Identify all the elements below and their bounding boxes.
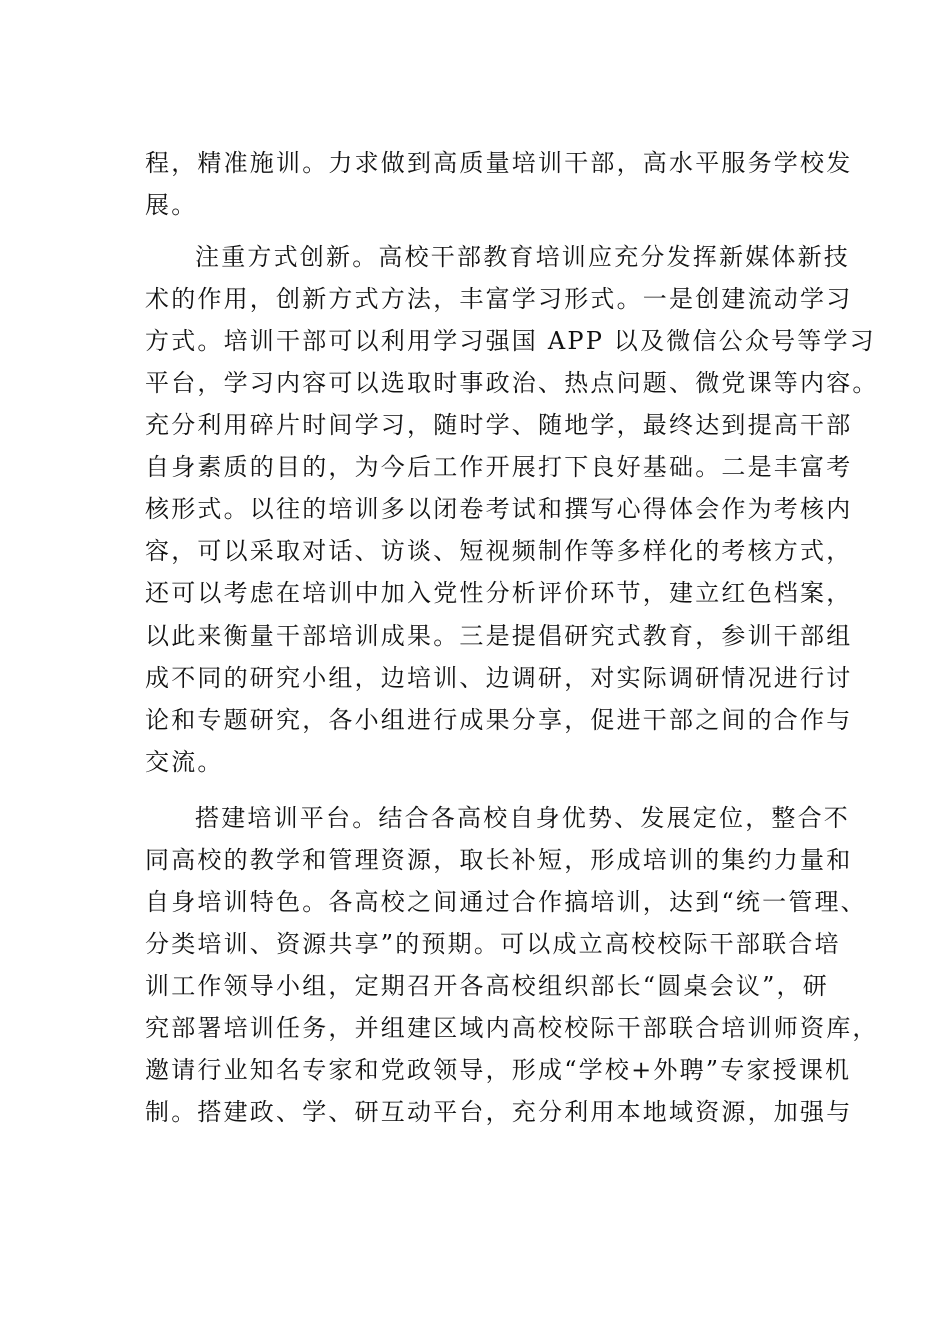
text-line: 还可以考虑在培训中加入党性分析评价环节，建立红色档案， [145, 579, 853, 607]
text-line: 训工作领导小组，定期召开各高校组织部长“圆桌会议”，研 [145, 972, 829, 1000]
text-line: 容，可以采取对话、访谈、短视频制作等多样化的考核方式， [145, 537, 853, 565]
text-line: 分类培训、资源共享”的预期。可以成立高校校际干部联合培 [145, 930, 841, 958]
text-line: 邀请行业知名专家和党政领导，形成“学校+外聘”专家授课机 [145, 1056, 852, 1084]
text-line: 交流。 [145, 748, 224, 776]
paragraph-heading-line: 注重方式创新。高校干部教育培训应充分发挥新媒体新技 [195, 243, 850, 271]
text-line: 自身素质的目的，为今后工作开展打下良好基础。二是丰富考 [145, 453, 853, 481]
text-line: 论和专题研究，各小组进行成果分享，促进干部之间的合作与 [145, 706, 853, 734]
paragraph-heading-line: 搭建培训平台。结合各高校自身优势、发展定位，整合不 [195, 804, 850, 832]
text-line: 程，精准施训。力求做到高质量培训干部，高水平服务学校发 [145, 149, 853, 177]
text-line: 制。搭建政、学、研互动平台，充分利用本地域资源，加强与 [145, 1098, 853, 1126]
text-line: 方式。培训干部可以利用学习强国 APP 以及微信公众号等学习 [145, 327, 876, 355]
text-line: 核形式。以往的培训多以闭卷考试和撰写心得体会作为考核内 [145, 495, 853, 523]
text-line: 自身培训特色。各高校之间通过合作搞培训，达到“统一管理、 [145, 888, 867, 916]
text-line: 成不同的研究小组，边培训、边调研，对实际调研情况进行讨 [145, 664, 853, 692]
text-line: 展。 [145, 191, 198, 219]
text-line: 究部署培训任务，并组建区域内高校校际干部联合培训师资库， [145, 1014, 879, 1042]
text-line: 术的作用，创新方式方法，丰富学习形式。一是创建流动学习 [145, 285, 853, 313]
text-line: 平台，学习内容可以选取时事政治、热点问题、微党课等内容。 [145, 369, 879, 397]
text-line: 充分利用碎片时间学习，随时学、随地学，最终达到提高干部 [145, 411, 853, 439]
text-line: 以此来衡量干部培训成果。三是提倡研究式教育，参训干部组 [145, 622, 853, 650]
text-line: 同高校的教学和管理资源，取长补短，形成培训的集约力量和 [145, 846, 853, 874]
